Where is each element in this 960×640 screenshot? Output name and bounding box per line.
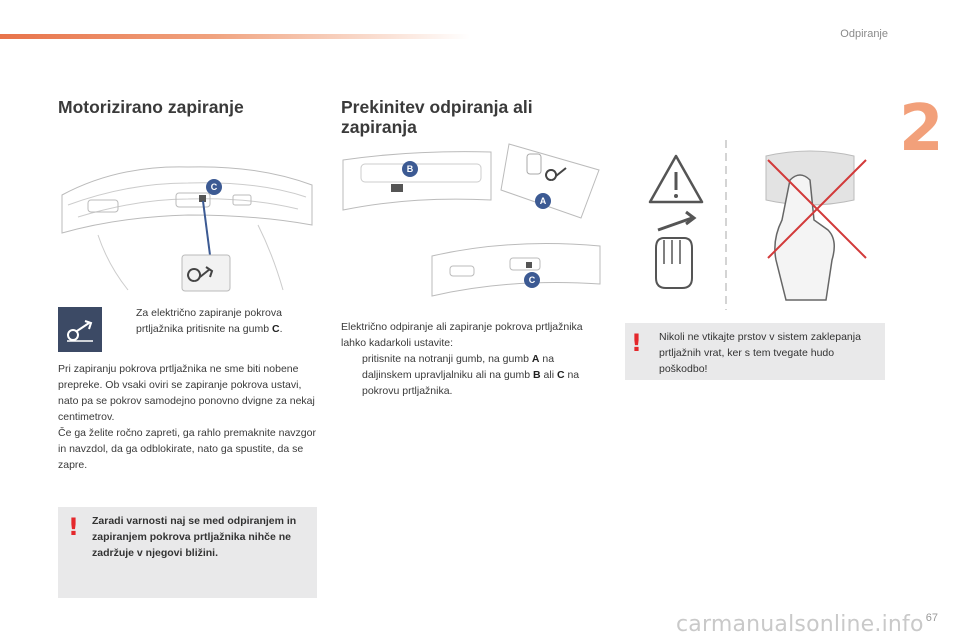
chapter-number: 2 bbox=[899, 92, 944, 166]
top-accent-bar bbox=[0, 34, 470, 39]
interior-button-illustration bbox=[341, 140, 601, 220]
watermark: carmanualsonline.info bbox=[676, 612, 924, 637]
tailgate-button-c-illustration bbox=[430, 232, 602, 310]
finger-warning-text: Nikoli ne vtikajte prstov v sistem zaklepanja prtljažnih vrat, ker s tem tvegate hudo poškodbo! bbox=[659, 331, 861, 375]
callout-c-left: C bbox=[206, 179, 222, 195]
interrupt-intro: Električno odpiranje ali zapiranje pokrova prtljažnika lahko kadarkoli ustavite: bbox=[341, 321, 583, 349]
finger-warning-box bbox=[625, 323, 885, 380]
section-name: Odpiranje bbox=[840, 28, 888, 40]
page-number: 67 bbox=[925, 612, 938, 624]
tailgate-button-icon bbox=[58, 307, 102, 352]
paragraph-line: Če ga želite ročno zapreti, ga rahlo premaknite navzgor in navzdol, da ga odblokirate, nato ga spustite, da se zapre. bbox=[58, 427, 316, 471]
warning-exclamation-icon: ! bbox=[631, 329, 642, 357]
finger-pinch-warning-illustration bbox=[640, 140, 885, 310]
safety-warning-text: Zaradi varnosti naj se med odpiranjem in zapiranjem pokrova prtljažnika nihče ne zadržuje v njegovi bližini. bbox=[92, 515, 297, 559]
warning-exclamation-icon: ! bbox=[68, 513, 79, 541]
closing-paragraph bbox=[58, 361, 323, 473]
heading-interrupt: Prekinitev odpiranja ali zapiranja bbox=[341, 97, 533, 137]
callout-b: B bbox=[402, 161, 418, 177]
paragraph-line: Pri zapiranju pokrova prtljažnika ne sme biti nobene prepreke. Ob vsaki oviri se zapiranje pokrova ustavi, nato pa se pokrov samodejno ponovno dvigne za nekaj centimetrov. bbox=[58, 363, 315, 423]
interrupt-instructions bbox=[341, 319, 606, 399]
heading-motorised-closing: Motorizirano zapiranje bbox=[58, 97, 244, 117]
callout-a: A bbox=[535, 193, 551, 209]
close-button-bullet: Za električno zapiranje pokrova prtljažnika pritisnite na gumb C. bbox=[136, 307, 283, 335]
callout-c-right: C bbox=[524, 272, 540, 288]
interrupt-bullet: pritisnite na notranji gumb, na gumb A na daljinskem upravljalniku ali na gumb B ali C na pokrovu prtljažnika. bbox=[362, 353, 580, 397]
tailgate-illustration bbox=[58, 155, 316, 295]
safety-warning-box bbox=[58, 507, 317, 598]
